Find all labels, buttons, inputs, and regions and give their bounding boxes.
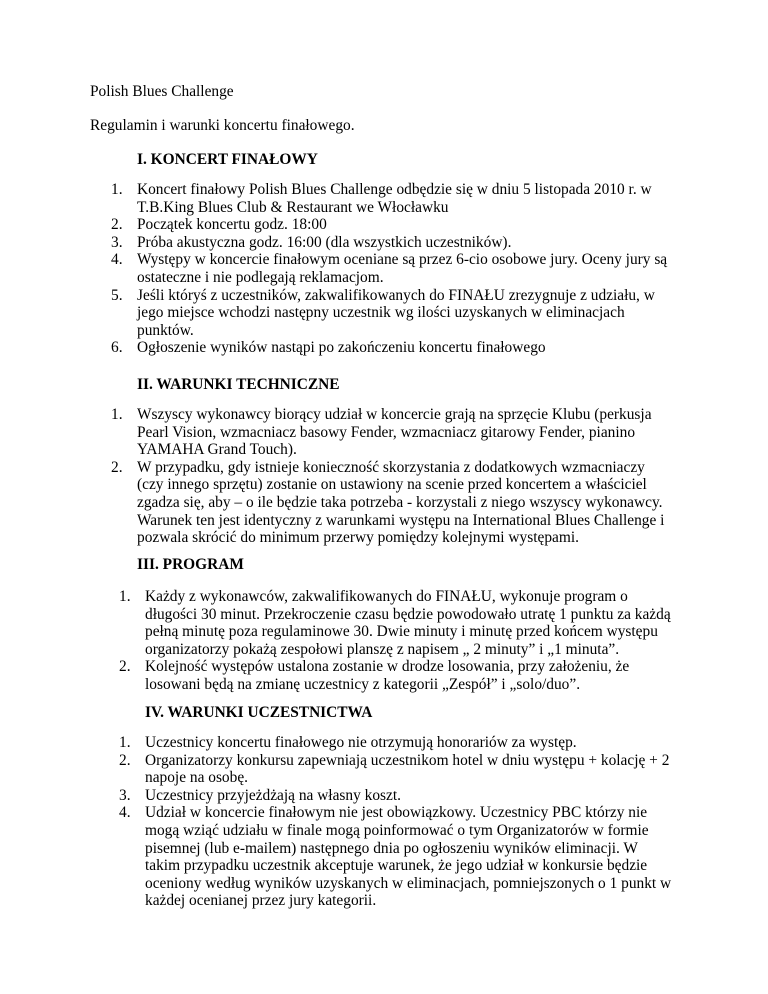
list-item-text: W przypadku, gdy istnieje konieczność skorzystania z dodatkowych wzmacniaczy (czy innego sprzętu) zostanie on ustawiony na scenie przed koncertem a właściciel zgadza się, aby – o ile będzie taka potrzeba - korzystali z niego wszyscy wykonawcy. Warunek ten jest identyczny z warunkami występu na International Blues Challenge i pozwala skrócić do minimum przerwy pomiędzy kolejnymi występami. — [137, 458, 665, 547]
list-item — [111, 251, 697, 286]
section-list-program — [119, 588, 705, 694]
section-list-warunki-techniczne — [111, 406, 707, 547]
list-item — [111, 406, 707, 459]
section-heading-warunki-uczestnictwa: IV. WARUNKI UCZESTNICTWA — [145, 704, 373, 721]
list-item — [111, 339, 697, 357]
list-item-text: Uczestnicy koncertu finałowego nie otrzymują honorariów za występ. — [145, 734, 577, 751]
section-heading-program: III. PROGRAM — [137, 556, 244, 573]
list-item-number: 5. — [111, 286, 123, 304]
list-item-text: Próba akustyczna godz. 16:00 (dla wszystkich uczestników). — [137, 233, 512, 251]
section-heading-warunki-techniczne: II. WARUNKI TECHNICZNE — [137, 376, 340, 393]
list-item — [111, 286, 697, 340]
document-title: Polish Blues Challenge — [90, 83, 234, 100]
list-item-text: Udział w koncercie finałowym nie jest obowiązkowy. Uczestnicy PBC którzy nie mogą wziąć udziału w finale mogą poinformować o tym Organizatorów w formie pisemnej (lub e-mailem) następnego dnia po ogłoszeniu wyników eliminacji. W takim przypadku uczestnik akceptuje warunek, że jego udział w konkursie będzie oceniony według wyników uzyskanych w eliminacjach, pomniejszonych o 1 punkt w każdej ocenianej przez jury kategorii. — [145, 804, 672, 910]
list-item — [119, 751, 705, 787]
section-list-warunki-uczestnictwa — [119, 734, 705, 910]
list-item — [119, 658, 705, 693]
list-item-number: 1. — [119, 588, 131, 605]
document-subtitle: Regulamin i warunki koncertu finałowego. — [90, 117, 355, 134]
list-item-text: Występy w koncercie finałowym oceniane są przez 6-cio osobowe jury. Oceny jury są ostateczne i nie podlegają reklamacjom. — [137, 251, 668, 286]
section-list-koncert-finalowy — [111, 181, 697, 357]
section-heading-koncert-finalowy: I. KONCERT FINAŁOWY — [137, 151, 318, 168]
list-item-number: 6. — [111, 339, 123, 357]
list-item-number: 2. — [111, 216, 123, 234]
list-item — [111, 181, 697, 216]
list-item-text: Organizatorzy konkursu zapewniają uczestnikom hotel w dniu występu + kolację + 2 napoje na osobę. — [145, 751, 670, 787]
list-item — [119, 588, 705, 658]
list-item-number: 2. — [119, 658, 131, 676]
list-item — [111, 458, 707, 547]
list-item-text: Koncert finałowy Polish Blues Challenge odbędzie się w dniu 5 listopada 2010 r. w T.B.King Blues Club & Restaurant we Włocławku — [137, 181, 652, 216]
list-item-text: Początek koncertu godz. 18:00 — [137, 216, 327, 234]
list-item-number: 3. — [111, 233, 123, 251]
list-item-number: 4. — [111, 251, 123, 269]
list-item-number: 2. — [111, 458, 123, 476]
list-item-text: Każdy z wykonawców, zakwalifikowanych do FINAŁU, wykonuje program o długości 30 minut. Przekroczenie czasu będzie powodowało utratę 1 punktu za każdą pełną minutę poza regulaminowe 30. Dwie minuty i minutę przed końcem występu organizatorzy pokażą zespołowi planszę z napisem „ 2 minuty” i „1 minuta”. — [145, 588, 671, 658]
list-item — [111, 233, 697, 252]
list-item-number: 1. — [111, 181, 123, 198]
list-item-text: Uczestnicy przyjeżdżają na własny koszt. — [145, 786, 401, 804]
list-item-number: 2. — [119, 751, 131, 769]
list-item-number: 1. — [119, 734, 131, 751]
list-item — [119, 804, 705, 910]
list-item — [119, 786, 705, 805]
list-item — [111, 216, 697, 234]
list-item-number: 1. — [111, 406, 123, 423]
list-item-number: 4. — [119, 804, 131, 822]
list-item-text: Jeśli któryś z uczestników, zakwalifikowanych do FINAŁU zrezygnuje z udziału, w jego miejsce wchodzi następny uczestnik wg ilości uzyskanych w eliminacjach punktów. — [137, 286, 655, 339]
list-item-text: Ogłoszenie wyników nastąpi po zakończeniu koncertu finałowego — [137, 339, 546, 357]
list-item-number: 3. — [119, 786, 131, 804]
list-item-text: Wszyscy wykonawcy biorący udział w koncercie grają na sprzęcie Klubu (perkusja Pearl Vision, wzmacniacz basowy Fender, wzmacniacz gitarowy Fender, pianino YAMAHA Grand Touch). — [137, 406, 652, 459]
list-item-text: Kolejność występów ustalona zostanie w drodze losowania, przy założeniu, że losowani będą na zmianę uczestnicy z kategorii „Zespół” i „solo/duo”. — [145, 658, 630, 693]
list-item — [119, 734, 705, 752]
